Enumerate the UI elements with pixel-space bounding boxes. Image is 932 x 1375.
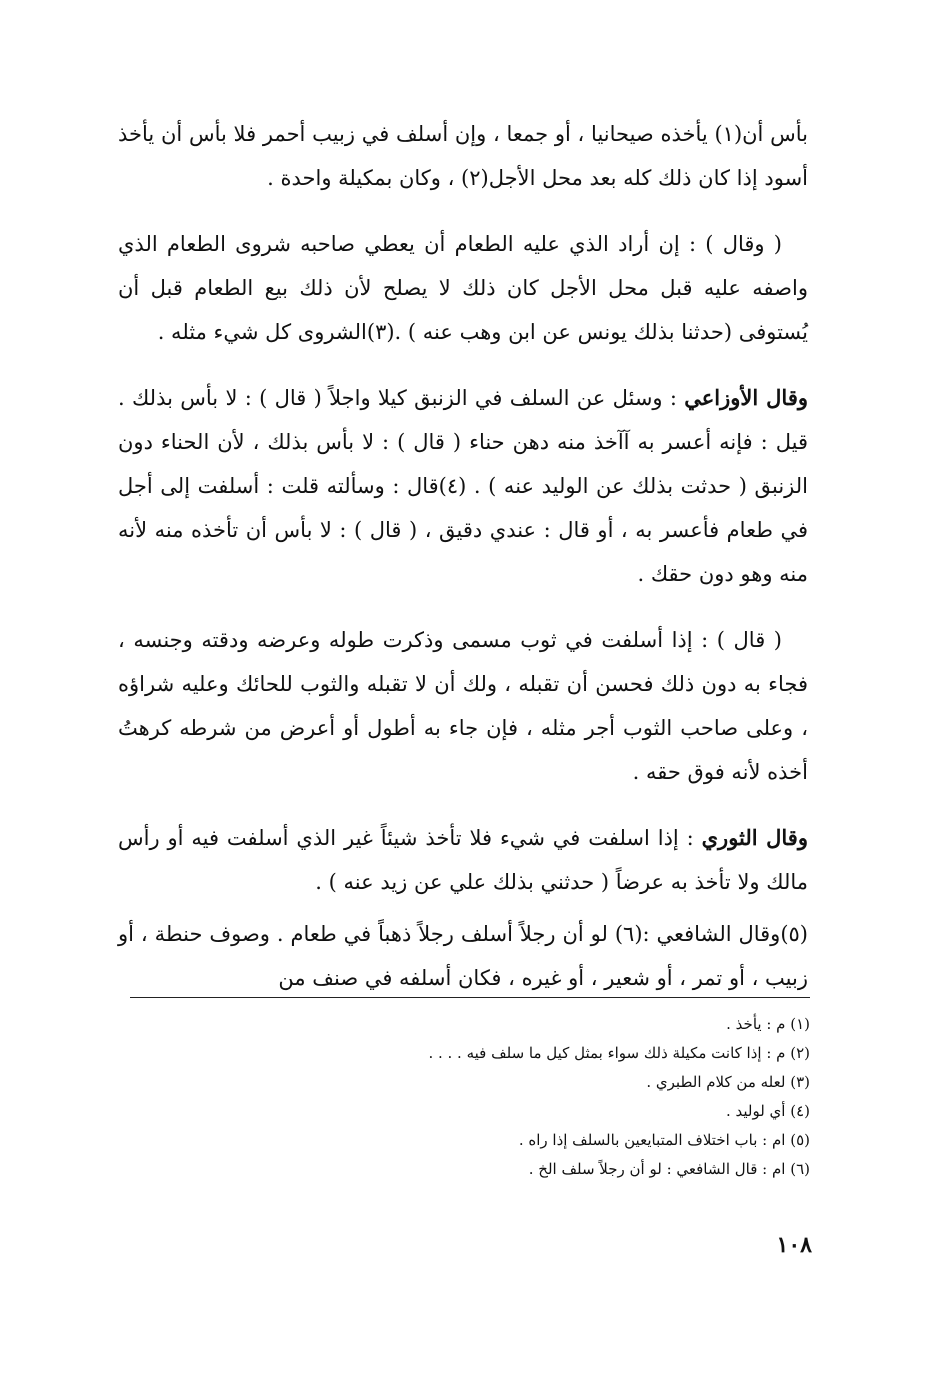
paragraph-3	[118, 376, 808, 596]
main-text	[118, 112, 808, 1022]
paragraph-4-text: ( قال ) : إذا أسلفت في ثوب مسمى وذكرت طوله وعرضه ودقته وجنسه ، فجاء به دون ذلك فحسن أن تقبله ، ولك أن لا تقبله والثوب للحائك وعليه شراؤه ، وعلى صاحب الثوب أجر مثله ، فإن جاء به أطول أو أعرض من شرطه كرهتُ أخذه لأنه فوق حقه .	[118, 628, 808, 784]
paragraph-5-speaker: وقال الثوري	[701, 825, 808, 850]
paragraph-3-text: : وسئل عن السلف في الزنبق كيلا واجلاً ( قال ) : لا بأس بذلك . قيل : فإنه أعسر به آآخذ منه دهن حناء ( قال ) : لا بأس بذلك ، لأن الحناء دون الزنبق ( حدثت بذلك عن الوليد عنه ) . (٤)قال : وسألته قلت : أسلفت إلى أجل في طعام فأعسر به ، أو قال : عندي دقيق ، ( قال ) : لا بأس أن تأخذه منه لأنه منه وهو دون حقك .	[118, 386, 808, 586]
paragraph-1	[118, 112, 808, 200]
paragraph-6	[118, 912, 808, 1000]
paragraph-2-text: ( وقال ) : إن أراد الذي عليه الطعام أن يعطي صاحبه شروى الطعام الذي واصفه عليه قبل محل الأجل كان ذلك لا يصلح لأن ذلك بيع الطعام قبل أن يُستوفى (حدثنا بذلك يونس عن ابن وهب عنه ) .(٣)الشروى كل شيء مثله .	[118, 232, 808, 344]
paragraph-2	[118, 222, 808, 354]
footnote-6: (٦) ام : قال الشافعي : لو أن رجلاً سلف الخ .	[528, 1160, 810, 1178]
paragraph-1-text: بأس أن(١) يأخذه صيحانيا ، أو جمعا ، وإن أسلف في زبيب أحمر فلا بأس أن يأخذ أسود إذا كان ذلك كله بعد محل الأجل(٢) ، وكان بمكيلة واحدة .	[118, 122, 808, 190]
paragraph-5	[118, 816, 808, 904]
paragraph-3-speaker: وقال الأوزاعي	[684, 385, 809, 410]
paragraph-5-text: : إذا اسلفت في شيء فلا تأخذ شيئاً غير الذي أسلفت فيه أو رأس مالك ولا تأخذ به عرضاً ( حدثني بذلك علي عن زيد عنه ) .	[118, 826, 808, 894]
footnotes	[130, 1010, 810, 1184]
footnote-1: (١) م : يأخذ .	[726, 1015, 810, 1033]
page-number: ١٠٨	[776, 1232, 812, 1258]
footnote-5: (٥) ام : باب اختلاف المتبايعين بالسلف إذا راه .	[518, 1131, 810, 1149]
paragraph-6-text: (٥)وقال الشافعي :(٦) لو أن رجلاً أسلف رجلاً ذهباً في طعام . وصوف حنطة ، أو زبيب ، أو تمر ، أو شعير ، أو غيره ، فكان أسلفه في صنف من	[118, 922, 808, 990]
footnote-divider	[130, 997, 810, 998]
footnote-2: (٢) م : إذا كانت مكيلة ذلك سواء بمثل كيل ما سلف فيه . . . .	[428, 1044, 810, 1062]
footnote-4: (٤) أي لوليد .	[725, 1102, 810, 1120]
paragraph-4	[118, 618, 808, 794]
footnote-3: (٣) لعله من كلام الطبري .	[646, 1073, 810, 1091]
